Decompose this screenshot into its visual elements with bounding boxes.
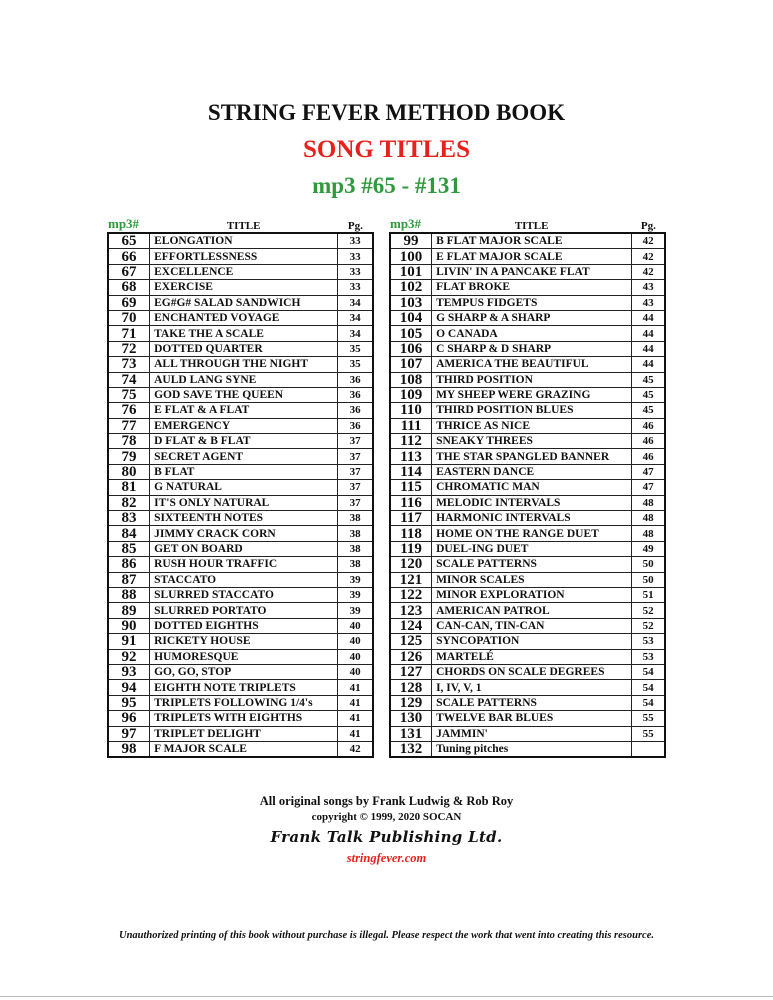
song-title: TWELVE BAR BLUES <box>432 711 632 726</box>
table-row <box>390 280 665 295</box>
song-title: F MAJOR SCALE <box>150 741 338 757</box>
song-number: 105 <box>390 326 432 341</box>
song-title: EXCELLENCE <box>150 264 338 279</box>
song-page: 36 <box>338 372 373 387</box>
song-number: 65 <box>108 233 150 249</box>
table-row <box>108 295 373 310</box>
table-row <box>390 326 665 341</box>
song-number: 121 <box>390 572 432 587</box>
copyright-line: copyright © 1999, 2020 SOCAN <box>311 811 462 823</box>
table-row <box>108 434 373 449</box>
song-page: 33 <box>338 233 373 249</box>
song-number: 101 <box>390 264 432 279</box>
song-page: 39 <box>338 572 373 587</box>
song-number: 96 <box>108 711 150 726</box>
table-row <box>108 741 373 757</box>
table-row <box>390 695 665 710</box>
song-number: 107 <box>390 357 432 372</box>
song-title: G SHARP & A SHARP <box>432 310 632 325</box>
song-page: 52 <box>632 618 665 633</box>
song-page: 45 <box>632 387 665 402</box>
song-title: GOD SAVE THE QUEEN <box>150 387 338 402</box>
song-number: 98 <box>108 741 150 757</box>
song-page: 48 <box>632 511 665 526</box>
song-number: 127 <box>390 664 432 679</box>
song-number: 92 <box>108 649 150 664</box>
song-page: 50 <box>632 572 665 587</box>
song-number: 75 <box>108 387 150 402</box>
song-title: ELONGATION <box>150 233 338 249</box>
title-column-header: TITLE <box>226 220 261 232</box>
song-page: 45 <box>632 403 665 418</box>
song-number: 100 <box>390 249 432 264</box>
song-page: 43 <box>632 280 665 295</box>
table-row <box>390 403 665 418</box>
song-title: O CANADA <box>432 326 632 341</box>
song-number: 91 <box>108 634 150 649</box>
song-page: 37 <box>338 495 373 510</box>
song-title: EXERCISE <box>150 280 338 295</box>
table-row <box>108 541 373 556</box>
song-title: SCALE PATTERNS <box>432 695 632 710</box>
song-title: IT'S ONLY NATURAL <box>150 495 338 510</box>
song-number: 126 <box>390 649 432 664</box>
song-page: 40 <box>338 634 373 649</box>
song-title: TRIPLETS WITH EIGHTHS <box>150 711 338 726</box>
table-row <box>390 634 665 649</box>
song-page: 39 <box>338 587 373 602</box>
song-number: 68 <box>108 280 150 295</box>
song-page: 46 <box>632 418 665 433</box>
table-row <box>108 387 373 402</box>
song-number: 78 <box>108 434 150 449</box>
song-title: THIRD POSITION BLUES <box>432 403 632 418</box>
song-number: 132 <box>390 741 432 757</box>
song-page: 34 <box>338 310 373 325</box>
song-title: SIXTEENTH NOTES <box>150 511 338 526</box>
table-row <box>390 726 665 741</box>
table-row <box>390 711 665 726</box>
song-title: ENCHANTED VOYAGE <box>150 310 338 325</box>
song-title: EG#G# SALAD SANDWICH <box>150 295 338 310</box>
song-number: 80 <box>108 464 150 479</box>
song-page: 46 <box>632 449 665 464</box>
song-number: 97 <box>108 726 150 741</box>
song-page: 55 <box>632 726 665 741</box>
mp3-column-header: mp3# <box>108 216 140 231</box>
song-number: 128 <box>390 680 432 695</box>
song-title: THIRD POSITION <box>432 372 632 387</box>
song-title: DOTTED EIGHTHS <box>150 618 338 633</box>
song-title: E FLAT MAJOR SCALE <box>432 249 632 264</box>
table-row <box>390 511 665 526</box>
song-number: 115 <box>390 480 432 495</box>
song-title: G NATURAL <box>150 480 338 495</box>
table-header-row <box>108 215 373 233</box>
song-page: 33 <box>338 264 373 279</box>
song-title: MINOR SCALES <box>432 572 632 587</box>
table-row <box>390 295 665 310</box>
song-page: 35 <box>338 357 373 372</box>
song-number: 106 <box>390 341 432 356</box>
song-number: 104 <box>390 310 432 325</box>
song-number: 124 <box>390 618 432 633</box>
song-titles-heading: SONG TITLES <box>303 136 470 163</box>
mp3-range-heading: mp3 #65 - #131 <box>312 173 461 198</box>
song-title: C SHARP & D SHARP <box>432 341 632 356</box>
song-number: 111 <box>390 418 432 433</box>
song-page: 53 <box>632 649 665 664</box>
book-title: STRING FEVER METHOD BOOK <box>207 100 566 125</box>
song-title: SLURRED STACCATO <box>150 587 338 602</box>
table-row <box>390 387 665 402</box>
table-row <box>108 634 373 649</box>
song-title: GET ON BOARD <box>150 541 338 556</box>
song-title: CHORDS ON SCALE DEGREES <box>432 664 632 679</box>
song-title: HOME ON THE RANGE DUET <box>432 526 632 541</box>
table-row <box>390 741 665 757</box>
song-number: 122 <box>390 587 432 602</box>
song-number: 86 <box>108 557 150 572</box>
song-page: 44 <box>632 326 665 341</box>
song-number: 120 <box>390 557 432 572</box>
table-row <box>108 726 373 741</box>
song-title: AMERICA THE BEAUTIFUL <box>432 357 632 372</box>
song-number: 67 <box>108 264 150 279</box>
page-column-header: Pg. <box>347 220 363 232</box>
song-number: 70 <box>108 310 150 325</box>
song-page: 47 <box>632 464 665 479</box>
song-number: 108 <box>390 372 432 387</box>
song-page: 36 <box>338 387 373 402</box>
song-title: RUSH HOUR TRAFFIC <box>150 557 338 572</box>
credits-line: All original songs by Frank Ludwig & Rob Roy <box>259 794 514 808</box>
song-title: SCALE PATTERNS <box>432 557 632 572</box>
song-title: I, IV, V, 1 <box>432 680 632 695</box>
song-title: TRIPLETS FOLLOWING 1/4's <box>150 695 338 710</box>
song-table-right <box>389 215 666 758</box>
song-page: 52 <box>632 603 665 618</box>
song-list-left <box>108 233 373 757</box>
song-list-right <box>390 233 665 757</box>
song-number: 125 <box>390 634 432 649</box>
table-row <box>108 572 373 587</box>
song-title: JIMMY CRACK CORN <box>150 526 338 541</box>
table-row <box>108 418 373 433</box>
song-title: STACCATO <box>150 572 338 587</box>
song-title: CHROMATIC MAN <box>432 480 632 495</box>
song-page: 42 <box>632 233 665 249</box>
table-row <box>108 664 373 679</box>
song-number: 66 <box>108 249 150 264</box>
table-row <box>108 310 373 325</box>
song-number: 102 <box>390 280 432 295</box>
table-row <box>390 495 665 510</box>
song-title: AMERICAN PATROL <box>432 603 632 618</box>
song-number: 77 <box>108 418 150 433</box>
table-row <box>390 249 665 264</box>
song-table-left <box>107 215 374 758</box>
song-title: DUEL-ING DUET <box>432 541 632 556</box>
song-page: 34 <box>338 326 373 341</box>
song-title: THRICE AS NICE <box>432 418 632 433</box>
song-number: 83 <box>108 511 150 526</box>
table-row <box>390 618 665 633</box>
song-title: EIGHTH NOTE TRIPLETS <box>150 680 338 695</box>
song-title: MY SHEEP WERE GRAZING <box>432 387 632 402</box>
table-row <box>108 372 373 387</box>
song-title: TEMPUS FIDGETS <box>432 295 632 310</box>
song-number: 131 <box>390 726 432 741</box>
song-page: 54 <box>632 680 665 695</box>
song-number: 81 <box>108 480 150 495</box>
table-row <box>390 480 665 495</box>
table-row <box>390 557 665 572</box>
song-title: HARMONIC INTERVALS <box>432 511 632 526</box>
song-page: 40 <box>338 649 373 664</box>
song-number: 94 <box>108 680 150 695</box>
song-title: TRIPLET DELIGHT <box>150 726 338 741</box>
song-title: D FLAT & B FLAT <box>150 434 338 449</box>
song-page: 44 <box>632 341 665 356</box>
song-title: HUMORESQUE <box>150 649 338 664</box>
song-title: SLURRED PORTATO <box>150 603 338 618</box>
table-row <box>108 249 373 264</box>
song-page: 46 <box>632 434 665 449</box>
song-page: 42 <box>632 264 665 279</box>
song-page: 48 <box>632 526 665 541</box>
table-row <box>108 280 373 295</box>
song-page: 38 <box>338 541 373 556</box>
song-number: 87 <box>108 572 150 587</box>
song-number: 84 <box>108 526 150 541</box>
song-page: 44 <box>632 357 665 372</box>
song-number: 129 <box>390 695 432 710</box>
song-page: 51 <box>632 587 665 602</box>
song-number: 119 <box>390 541 432 556</box>
song-page: 47 <box>632 480 665 495</box>
title-column-header: TITLE <box>514 220 549 232</box>
song-number: 113 <box>390 449 432 464</box>
song-number: 123 <box>390 603 432 618</box>
table-row <box>108 495 373 510</box>
table-row <box>108 464 373 479</box>
song-number: 72 <box>108 341 150 356</box>
table-header-row <box>390 215 665 233</box>
song-number: 71 <box>108 326 150 341</box>
song-title: EASTERN DANCE <box>432 464 632 479</box>
song-number: 88 <box>108 587 150 602</box>
song-number: 85 <box>108 541 150 556</box>
table-row <box>390 587 665 602</box>
page-divider <box>0 996 773 997</box>
song-title: DOTTED QUARTER <box>150 341 338 356</box>
table-row <box>108 587 373 602</box>
song-number: 74 <box>108 372 150 387</box>
song-page: 45 <box>632 372 665 387</box>
song-page: 36 <box>338 403 373 418</box>
song-title: AULD LANG SYNE <box>150 372 338 387</box>
song-page: 48 <box>632 495 665 510</box>
table-row <box>108 557 373 572</box>
table-row <box>108 403 373 418</box>
table-row <box>390 464 665 479</box>
song-title: CAN-CAN, TIN-CAN <box>432 618 632 633</box>
table-row <box>108 649 373 664</box>
song-page: 42 <box>338 741 373 757</box>
song-page <box>632 741 665 757</box>
table-row <box>390 526 665 541</box>
table-row <box>390 649 665 664</box>
song-page: 49 <box>632 541 665 556</box>
song-page: 50 <box>632 557 665 572</box>
song-page: 37 <box>338 434 373 449</box>
song-title: TAKE THE A SCALE <box>150 326 338 341</box>
table-row <box>108 618 373 633</box>
table-row <box>390 572 665 587</box>
table-row <box>108 480 373 495</box>
table-row <box>390 680 665 695</box>
copyright-notice: Unauthorized printing of this book without purchase is illegal. Please respect the work that went into creating this resource. <box>119 930 654 941</box>
song-title: MINOR EXPLORATION <box>432 587 632 602</box>
song-page: 41 <box>338 711 373 726</box>
song-number: 73 <box>108 357 150 372</box>
song-page: 42 <box>632 249 665 264</box>
song-title: EFFORTLESSNESS <box>150 249 338 264</box>
song-title: E FLAT & A FLAT <box>150 403 338 418</box>
table-row <box>390 264 665 279</box>
song-page: 34 <box>338 295 373 310</box>
song-title: THE STAR SPANGLED BANNER <box>432 449 632 464</box>
song-title: SYNCOPATION <box>432 634 632 649</box>
song-page: 41 <box>338 726 373 741</box>
song-number: 116 <box>390 495 432 510</box>
song-number: 112 <box>390 434 432 449</box>
table-row <box>108 511 373 526</box>
song-title: Tuning pitches <box>432 741 632 757</box>
song-number: 110 <box>390 403 432 418</box>
song-title: GO, GO, STOP <box>150 664 338 679</box>
song-page: 41 <box>338 695 373 710</box>
song-title: B FLAT <box>150 464 338 479</box>
song-page: 41 <box>338 680 373 695</box>
table-row <box>390 341 665 356</box>
song-page: 33 <box>338 280 373 295</box>
song-number: 90 <box>108 618 150 633</box>
song-title: B FLAT MAJOR SCALE <box>432 233 632 249</box>
song-number: 117 <box>390 511 432 526</box>
song-number: 89 <box>108 603 150 618</box>
song-number: 130 <box>390 711 432 726</box>
song-page: 43 <box>632 295 665 310</box>
song-number: 95 <box>108 695 150 710</box>
song-number: 82 <box>108 495 150 510</box>
table-row <box>108 357 373 372</box>
song-title: MARTELÉ <box>432 649 632 664</box>
table-row <box>390 603 665 618</box>
song-page: 33 <box>338 249 373 264</box>
table-row <box>108 711 373 726</box>
table-row <box>108 449 373 464</box>
publisher-logo: Frank Talk Publishing Ltd. <box>270 828 503 846</box>
song-number: 103 <box>390 295 432 310</box>
song-page: 40 <box>338 664 373 679</box>
song-title: FLAT BROKE <box>432 280 632 295</box>
table-row <box>108 233 373 249</box>
song-number: 76 <box>108 403 150 418</box>
song-page: 37 <box>338 480 373 495</box>
table-row <box>108 341 373 356</box>
song-page: 44 <box>632 310 665 325</box>
table-row <box>108 264 373 279</box>
table-row <box>390 357 665 372</box>
song-number: 109 <box>390 387 432 402</box>
table-row <box>108 526 373 541</box>
table-row <box>108 695 373 710</box>
song-title: JAMMIN' <box>432 726 632 741</box>
table-row <box>390 310 665 325</box>
song-number: 114 <box>390 464 432 479</box>
song-title: ALL THROUGH THE NIGHT <box>150 357 338 372</box>
song-page: 54 <box>632 695 665 710</box>
website-link[interactable]: stringfever.com <box>346 851 427 865</box>
song-page: 37 <box>338 464 373 479</box>
song-number: 79 <box>108 449 150 464</box>
table-row <box>390 664 665 679</box>
song-page: 36 <box>338 418 373 433</box>
song-title: SNEAKY THREES <box>432 434 632 449</box>
song-title: SECRET AGENT <box>150 449 338 464</box>
song-page: 38 <box>338 526 373 541</box>
song-number: 69 <box>108 295 150 310</box>
song-number: 93 <box>108 664 150 679</box>
song-page: 35 <box>338 341 373 356</box>
page-column-header: Pg. <box>640 220 656 232</box>
table-row <box>390 418 665 433</box>
song-page: 39 <box>338 603 373 618</box>
table-row <box>390 449 665 464</box>
table-row <box>390 233 665 249</box>
song-page: 38 <box>338 511 373 526</box>
song-page: 53 <box>632 634 665 649</box>
song-title: EMERGENCY <box>150 418 338 433</box>
table-row <box>108 326 373 341</box>
table-row <box>108 680 373 695</box>
song-page: 55 <box>632 711 665 726</box>
mp3-column-header: mp3# <box>390 216 422 231</box>
song-title: RICKETY HOUSE <box>150 634 338 649</box>
table-row <box>390 541 665 556</box>
song-number: 118 <box>390 526 432 541</box>
table-row <box>390 434 665 449</box>
song-title: LIVIN' IN A PANCAKE FLAT <box>432 264 632 279</box>
song-number: 99 <box>390 233 432 249</box>
song-page: 37 <box>338 449 373 464</box>
song-title: MELODIC INTERVALS <box>432 495 632 510</box>
song-page: 40 <box>338 618 373 633</box>
song-page: 54 <box>632 664 665 679</box>
table-row <box>108 603 373 618</box>
table-row <box>390 372 665 387</box>
song-page: 38 <box>338 557 373 572</box>
